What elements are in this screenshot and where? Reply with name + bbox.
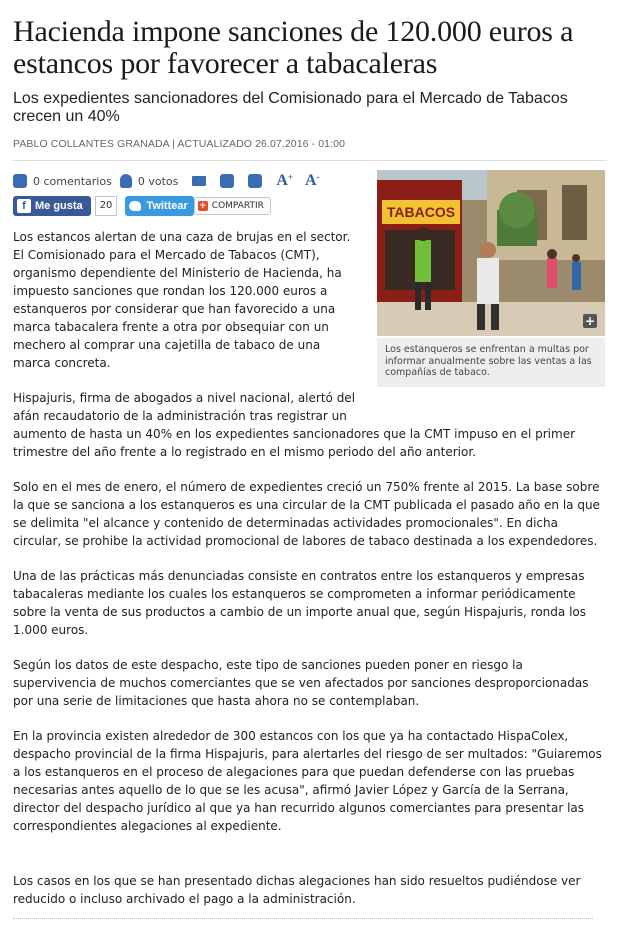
enlarge-icon[interactable]: +	[584, 314, 596, 328]
paragraph-1: Los estancos alertan de una caza de brujas en el sector. El Comisionado para el Mercado de Tabacos (CMT), organismo dependiente del Ministerio de Hacienda, ha impuesto sanciones que rondan los 120.000 euros a estanqueros por considerar que han favorecido a una marca tabacalera frente a otra por obsequiar con un mechero al comprar una cajetilla de tabaco de una marca concreta.	[13, 230, 351, 370]
print-icon	[220, 174, 234, 188]
twitter-bird-icon	[129, 201, 141, 211]
share-icon-button[interactable]	[248, 174, 268, 188]
paragraph-2-part-a: Hispajuris, firma de abogados a nivel nacional, alertó del afán recaudatorio de la administración tras registrar un	[13, 391, 356, 423]
comments-link[interactable]	[13, 174, 112, 188]
votes-count: 0 votos	[137, 174, 179, 188]
twitter-button[interactable]	[125, 196, 193, 216]
email-button[interactable]	[192, 176, 212, 186]
photo-caption: Los estanqueros se enfrentan a multas por informar anualmente sobre las ventas a las compañías de tabaco.	[377, 338, 605, 387]
paragraph-2-part-b: aumento de hasta un 40% en los expedientes sancionadores que la CMT impuso en el primer trimestre del año frente a lo registrado en el mismo periodo del año anterior.	[13, 427, 576, 459]
paragraph-5: Según los datos de este despacho, este tipo de sanciones pueden poner en riesgo la supervivencia de muchos comerciantes que se ven afectados por sanciones desproporcionadas por una serie de limitaciones que hasta ahora no se contemplaban.	[13, 658, 589, 708]
tabacos-sign: TABACOS	[386, 204, 456, 220]
byline: PABLO COLLANTES GRANADA | ACTUALIZADO 26.07.2016 - 01:00	[13, 138, 346, 150]
votes-link[interactable]	[120, 174, 179, 188]
social-bar	[13, 196, 271, 216]
like-label: Me gusta	[35, 200, 83, 212]
subheadline: Los expedientes sancionadores del Comisionado para el Mercado de Tabacos crecen un 40%	[13, 90, 568, 125]
paragraph-3: Solo en el mes de enero, el número de expedientes creció un 750% frente al 2015. La base sobre la que se sanciona a los estanqueros es una circular de la CMT publicada el pasado año en la que se delimita "el alcance y contenido de determinadas actividades promocionales". En dicha circular, se prohibe la actividad promocional de labores de tabaco destinada a los expendedores.	[13, 480, 600, 548]
share-arrow-icon	[248, 174, 262, 188]
facebook-like-button[interactable]	[13, 196, 91, 216]
font-increase-label: A	[276, 172, 288, 189]
comment-icon	[13, 174, 27, 188]
plus-share-icon: +	[199, 201, 207, 211]
paragraph-6: En la provincia existen alrededor de 300 estancos con los que ya ha contactado HispaColex, despacho provincial de la firma Hispajuris, para alertarles del riesgo de ser multados: "Guiaremos a los estanqueros en el proceso de alegaciones para que puedan defenderse con las pruebas necesarias antes aquello de lo que se les acusa", afirmó Javier López y García de la Serrana, director del despacho jurídico al que ya han recurrido algunos comerciantes para presentar las correspondientes alegaciones al expediente.	[13, 729, 602, 833]
tweet-label: Twittear	[146, 200, 188, 212]
share-label: COMPARTIR	[211, 201, 264, 211]
font-decrease-button[interactable]: A-	[305, 172, 320, 189]
headline: Hacienda impone sanciones de 120.000 euros a estancos por favorecer a tabacaleras	[13, 15, 574, 80]
email-icon	[192, 176, 206, 186]
divider	[13, 160, 607, 161]
paragraph-7: Los casos en los que se han presentado dichas alegaciones han sido resueltos pudiéndose ver reducido o incluso archivado el pago a la administración.	[13, 874, 581, 906]
thumbs-up-icon	[120, 174, 132, 188]
like-count: 20	[95, 196, 118, 216]
paragraph-4: Una de las prácticas más denunciadas consiste en contratos entre los estanqueros y empresas tabacaleras mediante los cuales los estanqueros se comprometen a informar periódicamente sobre la venta de sus productos a cambio de un importe anual que, según Hispajuris, ronda los 1.000 euros.	[13, 569, 586, 637]
article	[13, 0, 607, 906]
print-button[interactable]	[220, 174, 240, 188]
comments-count: 0 comentarios	[33, 174, 112, 188]
facebook-icon: f	[17, 199, 31, 213]
article-tools	[13, 172, 332, 190]
font-decrease-label: A	[305, 172, 317, 189]
article-body	[13, 228, 607, 925]
spacer	[13, 852, 607, 872]
share-button[interactable]	[194, 197, 271, 215]
paragraph-2	[13, 389, 607, 461]
font-increase-button[interactable]: A+	[276, 172, 294, 189]
bottom-divider	[13, 918, 593, 919]
